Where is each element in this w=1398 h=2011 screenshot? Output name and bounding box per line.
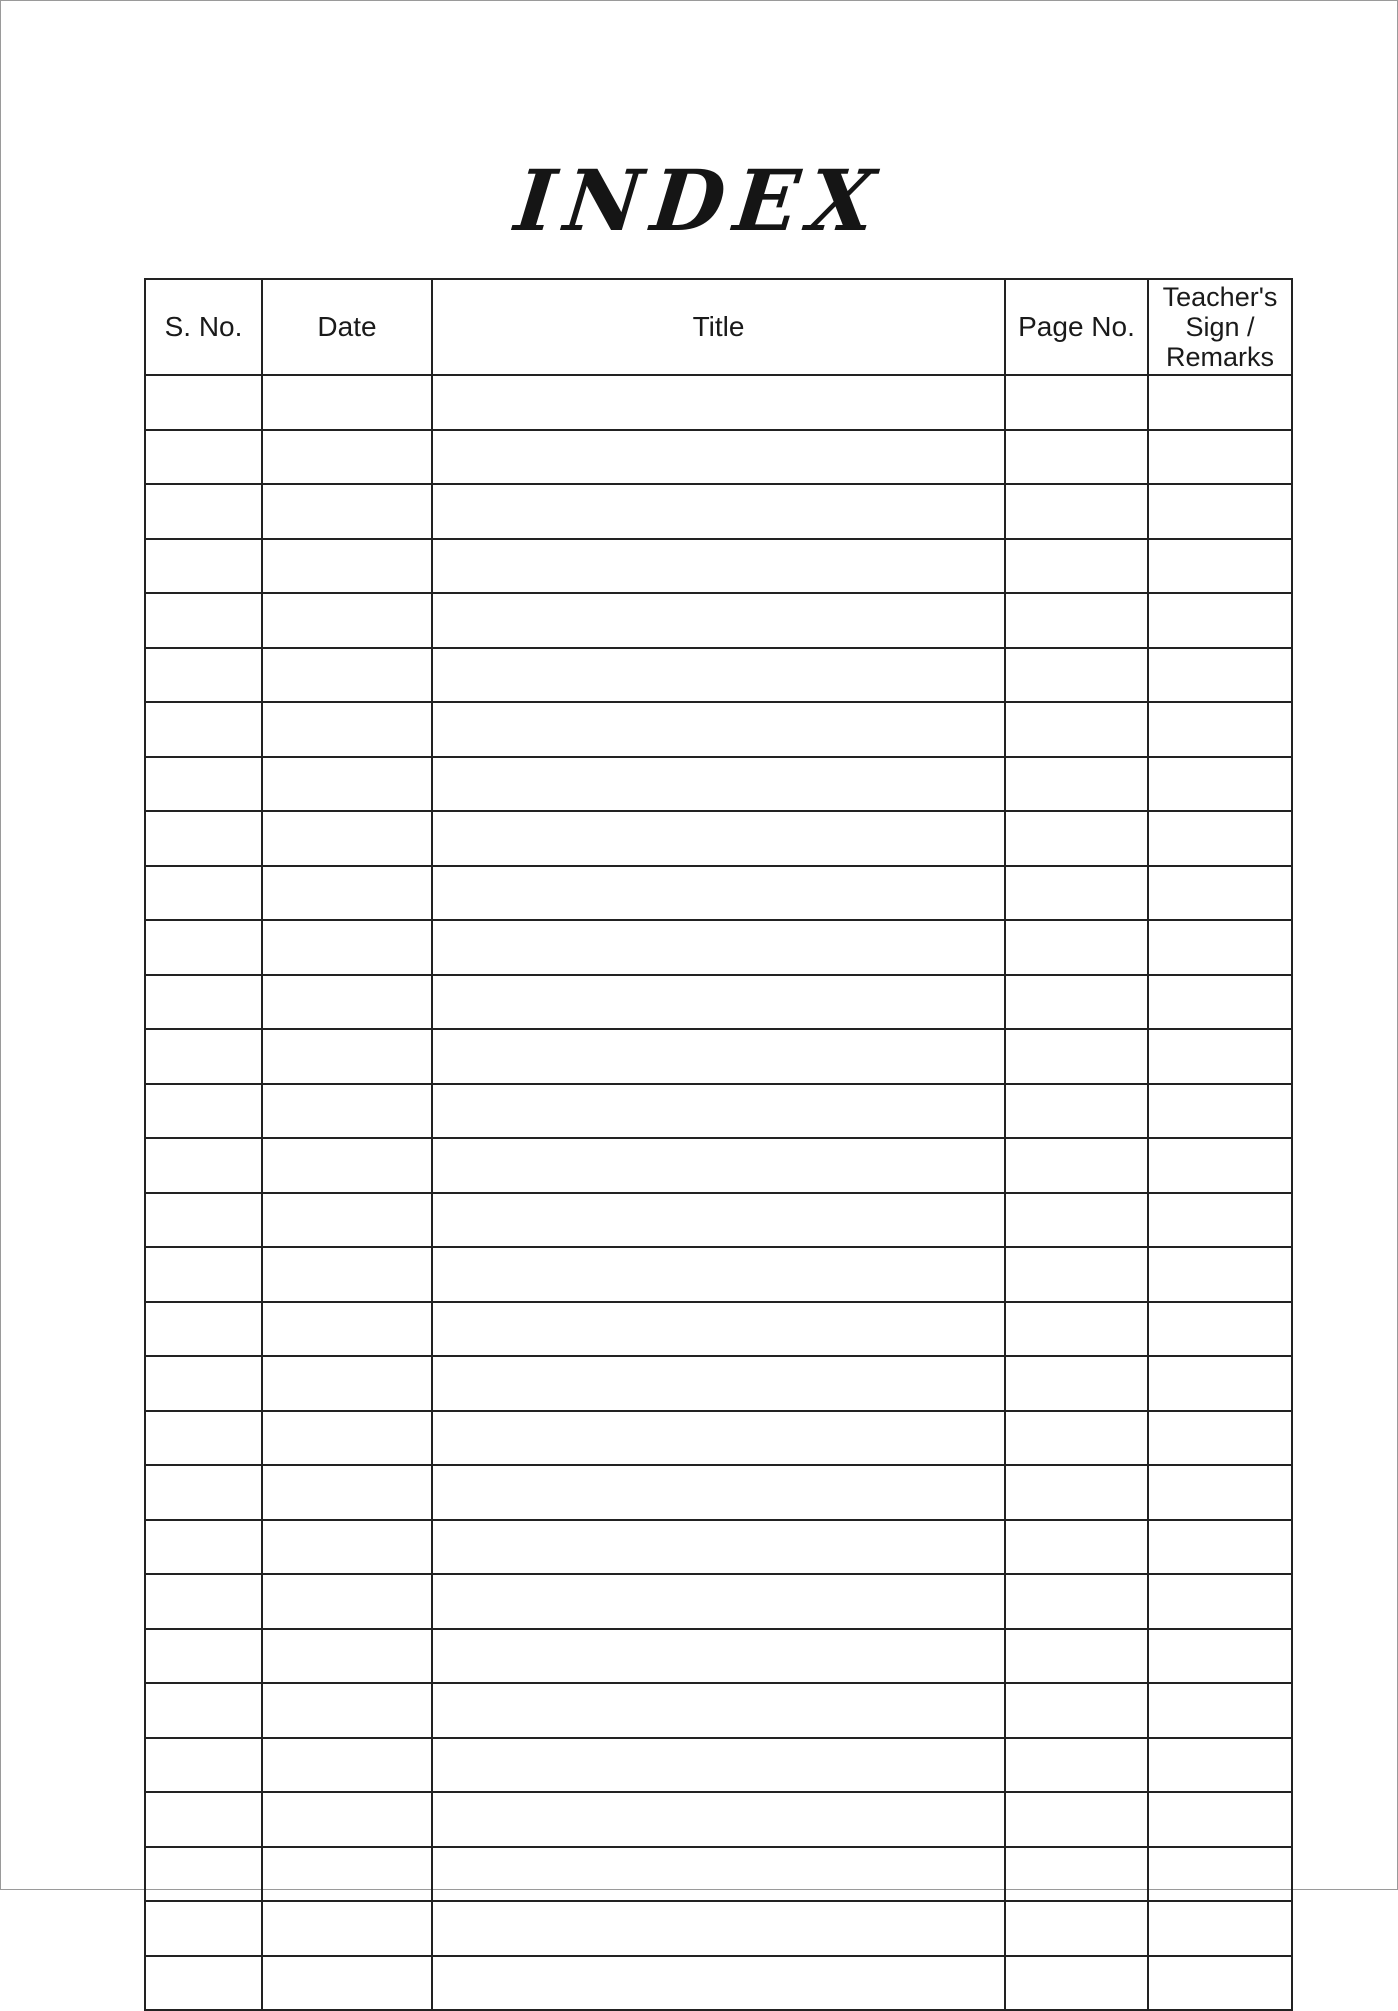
cell-date (262, 1465, 432, 1520)
cell-page-number (1005, 1029, 1148, 1084)
cell-title (432, 1901, 1005, 1956)
cell-remarks (1148, 866, 1292, 921)
table-row (145, 1574, 1292, 1629)
cell-date (262, 484, 432, 539)
cell-date (262, 1792, 432, 1847)
cell-serial-number (145, 1084, 262, 1139)
cell-title (432, 430, 1005, 485)
cell-date (262, 975, 432, 1030)
table-row (145, 1847, 1292, 1902)
cell-page-number (1005, 1302, 1148, 1357)
cell-serial-number (145, 1574, 262, 1629)
cell-date (262, 648, 432, 703)
cell-remarks (1148, 1411, 1292, 1466)
cell-page-number (1005, 811, 1148, 866)
cell-date (262, 1629, 432, 1684)
cell-serial-number (145, 1302, 262, 1357)
cell-serial-number (145, 1411, 262, 1466)
cell-title (432, 1792, 1005, 1847)
cell-remarks (1148, 648, 1292, 703)
table-row (145, 484, 1292, 539)
cell-date (262, 1901, 432, 1956)
table-row (145, 1356, 1292, 1411)
cell-title (432, 1084, 1005, 1139)
cell-remarks (1148, 757, 1292, 812)
table-row (145, 757, 1292, 812)
remarks-header-line: Remarks (1165, 342, 1274, 372)
cell-title (432, 484, 1005, 539)
cell-serial-number (145, 1520, 262, 1575)
cell-page-number (1005, 866, 1148, 921)
column-header-title: Title (432, 279, 1005, 375)
cell-page-number (1005, 1356, 1148, 1411)
cell-title (432, 866, 1005, 921)
cell-serial-number (145, 1847, 262, 1902)
cell-page-number (1005, 757, 1148, 812)
cell-remarks (1148, 1574, 1292, 1629)
table-row (145, 866, 1292, 921)
cell-remarks (1148, 1247, 1292, 1302)
table-row (145, 1901, 1292, 1956)
cell-page-number (1005, 1847, 1148, 1902)
table-row (145, 1302, 1292, 1357)
cell-serial-number (145, 866, 262, 921)
cell-remarks (1148, 975, 1292, 1030)
cell-date (262, 1956, 432, 2011)
cell-title (432, 593, 1005, 648)
table-row (145, 1738, 1292, 1793)
cell-title (432, 648, 1005, 703)
cell-page-number (1005, 430, 1148, 485)
cell-serial-number (145, 811, 262, 866)
table-row (145, 1411, 1292, 1466)
cell-serial-number (145, 1738, 262, 1793)
cell-page-number (1005, 975, 1148, 1030)
cell-page-number (1005, 1411, 1148, 1466)
column-header-page-number: Page No. (1005, 279, 1148, 375)
cell-date (262, 757, 432, 812)
cell-date (262, 702, 432, 757)
cell-page-number (1005, 1084, 1148, 1139)
cell-page-number (1005, 539, 1148, 594)
cell-serial-number (145, 1029, 262, 1084)
table-row (145, 1792, 1292, 1847)
index-table (144, 278, 1293, 2011)
cell-date (262, 1411, 432, 1466)
cell-title (432, 1738, 1005, 1793)
cell-date (262, 375, 432, 430)
table-row (145, 920, 1292, 975)
table-row (145, 1683, 1292, 1738)
cell-date (262, 1247, 432, 1302)
cell-date (262, 430, 432, 485)
cell-serial-number (145, 1683, 262, 1738)
cell-serial-number (145, 648, 262, 703)
cell-date (262, 1084, 432, 1139)
table-row (145, 1084, 1292, 1139)
page-title: INDEX (510, 151, 890, 250)
cell-serial-number (145, 1629, 262, 1684)
cell-date (262, 1738, 432, 1793)
cell-serial-number (145, 1901, 262, 1956)
cell-date (262, 1356, 432, 1411)
column-header-date: Date (262, 279, 432, 375)
cell-serial-number (145, 1138, 262, 1193)
cell-serial-number (145, 1247, 262, 1302)
table-row (145, 1629, 1292, 1684)
cell-page-number (1005, 1574, 1148, 1629)
cell-page-number (1005, 593, 1148, 648)
cell-remarks (1148, 1520, 1292, 1575)
cell-page-number (1005, 1629, 1148, 1684)
cell-serial-number (145, 1193, 262, 1248)
cell-date (262, 539, 432, 594)
cell-date (262, 811, 432, 866)
cell-remarks (1148, 375, 1292, 430)
table-row (145, 975, 1292, 1030)
table-row (145, 702, 1292, 757)
cell-page-number (1005, 702, 1148, 757)
cell-page-number (1005, 1901, 1148, 1956)
table-body (145, 375, 1292, 2010)
cell-remarks (1148, 484, 1292, 539)
cell-page-number (1005, 1465, 1148, 1520)
cell-date (262, 1520, 432, 1575)
cell-title (432, 1356, 1005, 1411)
table-row (145, 539, 1292, 594)
table-row (145, 1465, 1292, 1520)
cell-serial-number (145, 1956, 262, 2011)
cell-remarks (1148, 1847, 1292, 1902)
cell-date (262, 1138, 432, 1193)
table-row (145, 375, 1292, 430)
cell-page-number (1005, 1683, 1148, 1738)
cell-page-number (1005, 484, 1148, 539)
table-row (145, 1247, 1292, 1302)
cell-title (432, 1411, 1005, 1466)
cell-page-number (1005, 648, 1148, 703)
table-row (145, 1138, 1292, 1193)
cell-remarks (1148, 1956, 1292, 2011)
cell-date (262, 1574, 432, 1629)
cell-title (432, 975, 1005, 1030)
cell-title (432, 1574, 1005, 1629)
cell-serial-number (145, 1792, 262, 1847)
cell-serial-number (145, 920, 262, 975)
cell-title (432, 1847, 1005, 1902)
table-row (145, 1193, 1292, 1248)
cell-title (432, 757, 1005, 812)
cell-serial-number (145, 539, 262, 594)
cell-date (262, 920, 432, 975)
cell-remarks (1148, 920, 1292, 975)
cell-page-number (1005, 1738, 1148, 1793)
table-row (145, 1956, 1292, 2011)
cell-page-number (1005, 1956, 1148, 2011)
cell-remarks (1148, 702, 1292, 757)
cell-serial-number (145, 430, 262, 485)
cell-title (432, 1520, 1005, 1575)
cell-date (262, 1193, 432, 1248)
cell-title (432, 702, 1005, 757)
remarks-header-line: Sign / (1185, 312, 1255, 342)
cell-serial-number (145, 702, 262, 757)
table-row (145, 1029, 1292, 1084)
cell-remarks (1148, 1193, 1292, 1248)
cell-page-number (1005, 920, 1148, 975)
cell-title (432, 1629, 1005, 1684)
cell-date (262, 1847, 432, 1902)
cell-title (432, 1465, 1005, 1520)
column-header-serial-number: S. No. (145, 279, 262, 375)
cell-date (262, 593, 432, 648)
cell-page-number (1005, 1792, 1148, 1847)
cell-title (432, 1193, 1005, 1248)
cell-serial-number (145, 484, 262, 539)
cell-remarks (1148, 1629, 1292, 1684)
cell-serial-number (145, 757, 262, 812)
cell-remarks (1148, 430, 1292, 485)
table-row (145, 648, 1292, 703)
cell-remarks (1148, 1683, 1292, 1738)
cell-remarks (1148, 593, 1292, 648)
cell-title (432, 920, 1005, 975)
cell-remarks (1148, 1465, 1292, 1520)
cell-page-number (1005, 375, 1148, 430)
cell-date (262, 1302, 432, 1357)
cell-serial-number (145, 975, 262, 1030)
cell-title (432, 1247, 1005, 1302)
cell-page-number (1005, 1520, 1148, 1575)
cell-date (262, 1029, 432, 1084)
cell-remarks (1148, 1738, 1292, 1793)
remarks-header-line: Teacher's (1162, 282, 1278, 312)
cell-title (432, 539, 1005, 594)
table-row (145, 1520, 1292, 1575)
cell-title (432, 811, 1005, 866)
cell-remarks (1148, 539, 1292, 594)
table-header-row (145, 279, 1292, 375)
cell-serial-number (145, 1465, 262, 1520)
cell-title (432, 1683, 1005, 1738)
table-row (145, 593, 1292, 648)
cell-title (432, 1302, 1005, 1357)
column-header-remarks (1148, 279, 1292, 375)
cell-page-number (1005, 1193, 1148, 1248)
cell-remarks (1148, 1302, 1292, 1357)
cell-remarks (1148, 1084, 1292, 1139)
cell-page-number (1005, 1247, 1148, 1302)
cell-serial-number (145, 1356, 262, 1411)
cell-serial-number (145, 375, 262, 430)
cell-date (262, 866, 432, 921)
cell-page-number (1005, 1138, 1148, 1193)
cell-remarks (1148, 811, 1292, 866)
cell-remarks (1148, 1138, 1292, 1193)
cell-title (432, 1029, 1005, 1084)
table-row (145, 811, 1292, 866)
cell-title (432, 1956, 1005, 2011)
cell-title (432, 1138, 1005, 1193)
cell-remarks (1148, 1356, 1292, 1411)
cell-remarks (1148, 1029, 1292, 1084)
cell-remarks (1148, 1792, 1292, 1847)
table-row (145, 430, 1292, 485)
cell-serial-number (145, 593, 262, 648)
cell-date (262, 1683, 432, 1738)
cell-remarks (1148, 1901, 1292, 1956)
cell-title (432, 375, 1005, 430)
